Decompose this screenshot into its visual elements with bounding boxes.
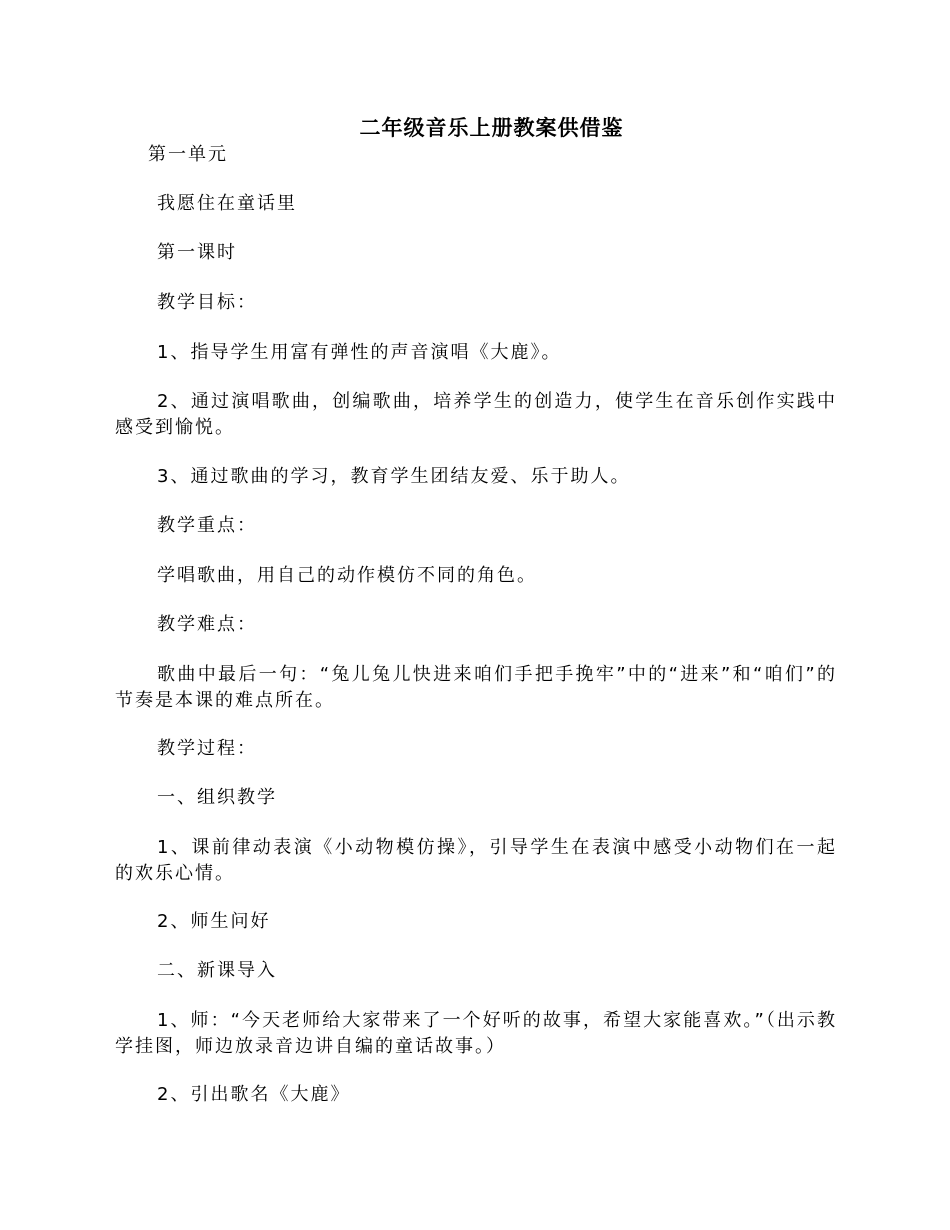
paragraph-period: 第一课时 bbox=[157, 242, 237, 263]
document-title: 二年级音乐上册教案供借鉴 bbox=[359, 116, 624, 140]
paragraph-goal-1: 1、指导学生用富有弹性的声音演唱《大鹿》。 bbox=[157, 342, 562, 363]
paragraph-step-2-2: 2、引出歌名《大鹿》 bbox=[157, 1084, 351, 1105]
paragraph-key-points: 学唱歌曲，用自己的动作模仿不同的角色。 bbox=[157, 565, 537, 586]
paragraph-goal-2: 2、通过演唱歌曲，创编歌曲，培养学生的创造力，使学生在音乐创作实践中感受到愉悦。 bbox=[115, 391, 837, 438]
paragraph-unit-heading: 第一单元 bbox=[148, 144, 228, 165]
paragraph-section-1: 一、组织教学 bbox=[157, 787, 277, 808]
paragraph-step-1-2: 2、师生问好 bbox=[157, 911, 271, 932]
paragraph-step-2-1: 1、师：“今天老师给大家带来了一个好听的故事，希望大家能喜欢。”（出示教学挂图，师边放录音边讲自编的童话故事。） bbox=[115, 1010, 837, 1057]
paragraph-difficulty: 歌曲中最后一句：“兔儿兔儿快进来咱们手把手挽牢”中的“进来”和“咱们”的节奏是本课的难点所在。 bbox=[115, 664, 837, 711]
paragraph-section-2: 二、新课导入 bbox=[157, 960, 277, 981]
paragraph-process-heading: 教学过程： bbox=[157, 738, 257, 759]
paragraph-step-1-1: 1、课前律动表演《小动物模仿操》，引导学生在表演中感受小动物们在一起的欢乐心情。 bbox=[115, 837, 837, 884]
paragraph-goals-heading: 教学目标： bbox=[157, 292, 257, 313]
paragraph-lesson-title: 我愿住在童话里 bbox=[157, 193, 297, 214]
paragraph-key-points-heading: 教学重点： bbox=[157, 515, 257, 536]
paragraph-goal-3: 3、通过歌曲的学习，教育学生团结友爱、乐于助人。 bbox=[157, 466, 631, 487]
paragraph-difficulty-heading: 教学难点： bbox=[157, 614, 257, 635]
